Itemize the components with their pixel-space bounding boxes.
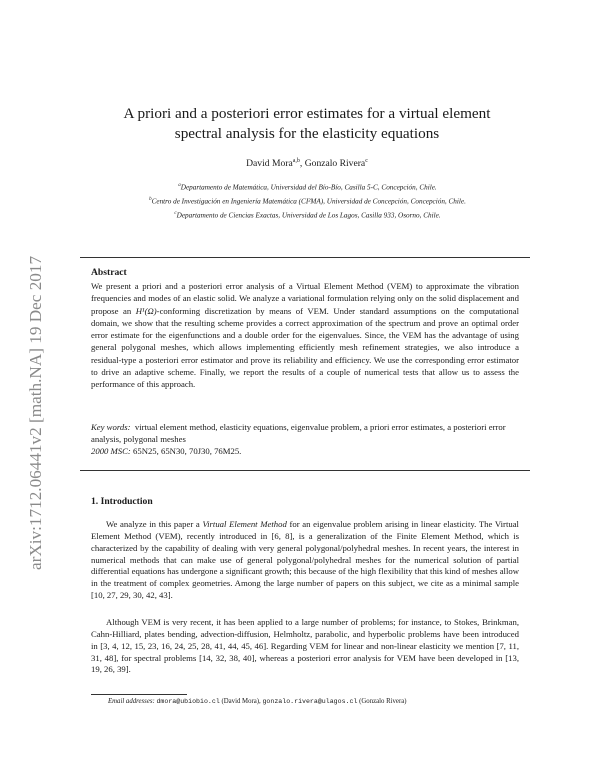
affiliation-mark: b: [149, 197, 152, 202]
author-list: [92, 158, 522, 169]
paragraph-text: Although VEM is very recent, it has been applied to a large number of problems; for instance, to Stokes, Brinkman, Cahn-Hilliard, plates bending, advection-diffusion, Helmholtz, parabolic, and hyperbolic problems have been introduced in [3, 4, 12, 15, 23, 16, 24, 25, 28, 41, 44, 45, 46]. Regarding VEM for linear and non-linear elasticity we mention [7, 11, 31, 48], for spectral problems [14, 32, 38, 40], whereas a posteriori error analysis for VEM have been developed in [13, 19, 26, 39].: [91, 617, 519, 675]
emphasized-term: Virtual Element Method: [202, 519, 287, 529]
section-heading: 1. Introduction: [91, 496, 153, 507]
footnote-rule: [91, 694, 187, 695]
msc-codes: 65N25, 65N30, 70J30, 76M25.: [133, 445, 242, 456]
author-affiliation-mark: a,b: [292, 158, 300, 164]
affiliation-a: [70, 183, 545, 191]
abstract-text-part: -conforming discretization by means of VEM. Under standard assumptions on the computational domain, we show that the resulting scheme provides a correct approximation of the spectrum and prove an optimal order error estimate for the eigenfunctions and a double order for the eigenvalues. Since, the VEM has the advantage of using general polygonal meshes, which allows implementing efficiently mesh refinement strategies, we also introduce a residual-type a posteriori error estimator and prove its reliability and efficiency. We use the corresponding error estimator to drive an adaptive scheme. Finally, we report the results of a couple of numerical tests that allow us to assess the performance of this approach.: [91, 305, 519, 390]
title-line-1: A priori and a posteriori error estimates for a virtual element: [123, 105, 491, 122]
keywords-line: [91, 422, 519, 446]
author-affiliation-mark: c: [365, 158, 368, 164]
affiliation-mark: c: [174, 211, 177, 216]
abstract-top-rule: [80, 257, 530, 258]
affiliation-c: [70, 211, 545, 219]
title-line-2: spectral analysis for the elasticity equations: [174, 125, 440, 142]
author-name: David Mora: [246, 158, 293, 170]
abstract-math-symbol: H¹(Ω): [135, 305, 157, 316]
footnote-label: Email addresses:: [108, 698, 155, 705]
affiliation-text: Departamento de Ciencias Exactas, Universidad de Los Lagos, Casilla 933, Osorno, Chile.: [176, 211, 441, 220]
footnote-author: (David Mora),: [219, 698, 263, 705]
email-link[interactable]: gonzalo.rivera@ulagos.cl: [262, 698, 358, 705]
keywords-text: virtual element method, elasticity equations, eigenvalue problem, a priori error estimates, a posteriori error analysis, polygonal meshes: [91, 422, 506, 444]
affiliation-b: [70, 197, 545, 205]
msc-label: 2000 MSC:: [91, 445, 131, 456]
paragraph-text: We analyze in this paper a: [106, 519, 203, 529]
affiliation-text: Departamento de Matemática, Universidad del Bío-Bío, Casilla 5-C, Concepción, Chile.: [180, 183, 437, 192]
abstract-text-part: We present a priori and a posteriori error analysis of a Virtual Element Method (VEM) to approximate the vibration frequencies and modes of an elastic solid. We analyze a variational formulation relying only on the solid displacement and propose an: [91, 281, 519, 316]
keywords-label: Key words:: [91, 422, 131, 432]
msc-line: [91, 446, 519, 458]
footnote-author: (Gonzalo Rivera): [357, 698, 407, 705]
intro-paragraph-1: [91, 519, 519, 602]
footnote-emails: [108, 698, 407, 705]
paper-title: [92, 104, 522, 144]
arxiv-id-text: arXiv:1712.06441v2 [math.NA] 19 Dec 2017: [26, 255, 45, 570]
keywords-block: [91, 422, 519, 457]
abstract-text: [91, 280, 519, 391]
author-separator: ,: [299, 158, 305, 170]
arxiv-sidebar-stamp: [12, 170, 52, 570]
paragraph-text: for an eigenvalue problem arising in linear elasticity. The Virtual Element Method (VEM), recently introduced in [6, 8], is a generalization of the Finite Element Method, which is characterized by the capability of dealing with very general polygonal/polyhedral meshes. In recent years, the interest in numerical methods that can make use of general polygonal/polyhedral meshes for the numerical solution of partial differential equations has undergone a significant growth; this because of the high flexibility that this kind of meshes allow in the treatment of complex geometries. Among the large number of papers on this subject, we cite as a minimal sample [10, 27, 29, 30, 42, 43].: [91, 519, 519, 601]
affiliation-text: Centro de Investigación en Ingeniería Matemática (CI²MA), Universidad de Concepción, Concepción, Chile.: [151, 197, 466, 206]
author-name: Gonzalo Rivera: [304, 158, 366, 170]
intro-paragraph-2: [91, 617, 519, 676]
affiliation-mark: a: [178, 183, 181, 188]
abstract-heading: Abstract: [91, 267, 127, 278]
email-link[interactable]: dmora@ubiobio.cl: [156, 698, 220, 705]
abstract-bottom-rule: [80, 470, 530, 471]
